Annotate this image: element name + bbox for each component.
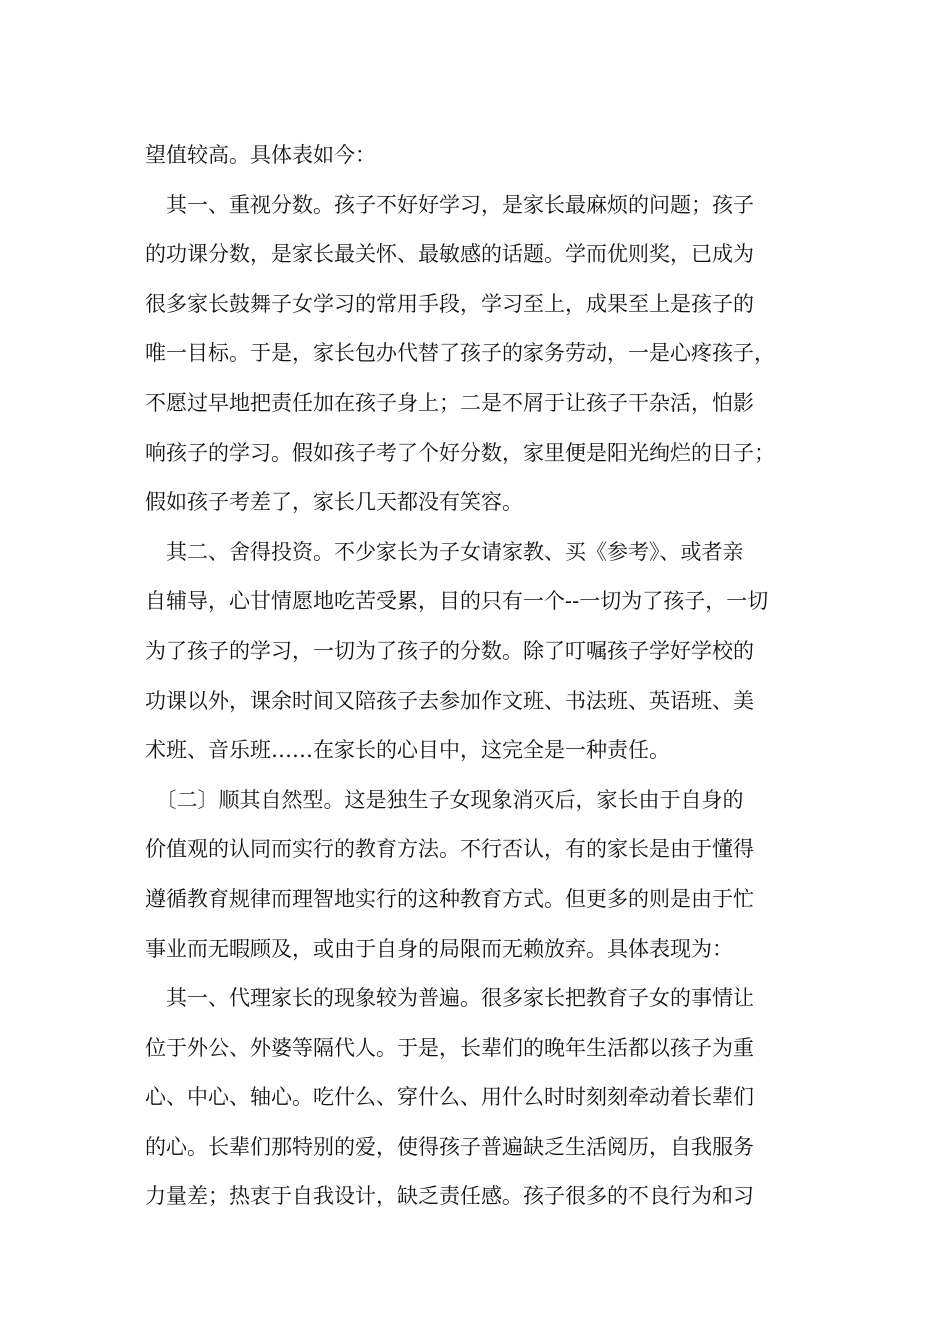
text-line: 望值较高。具体表如今：	[145, 143, 376, 167]
text-line: 心、中心、轴心。吃什么、穿什么、用什么时时刻刻牵动着长辈们	[145, 1085, 754, 1110]
text-line: 不愿过早地把责任加在孩子身上；二是不屑于让孩子干杂活，怕影	[145, 390, 754, 415]
text-line: 其一、代理家长的现象较为普遍。很多家长把教育子女的事情让	[145, 986, 754, 1011]
text-line: 的功课分数，是家长最关怀、最敏感的话题。学而优则奖，已成为	[145, 242, 754, 267]
text-line: 其二、舍得投资。不少家长为子女请家教、买《参考》、或者亲	[145, 539, 744, 564]
text-line: 响孩子的学习。假如孩子考了个好分数，家里便是阳光绚烂的日子；	[145, 440, 775, 465]
text-line: 很多家长鼓舞子女学习的常用手段，学习至上，成果至上是孩子的	[145, 291, 754, 316]
text-line: 〔二〕顺其自然型。这是独生子女现象消灭后，家长由于自身的	[145, 787, 744, 812]
text-line: 价值观的认同而实行的教育方法。不行否认，有的家长是由于懂得	[145, 837, 754, 862]
text-line: 功课以外，课余时间又陪孩子去参加作文班、书法班、英语班、美	[145, 688, 754, 713]
body-text	[145, 131, 815, 1222]
text-line: 的心。长辈们那特别的爱，使得孩子普遍缺乏生活阅历，自我服务	[145, 1134, 754, 1159]
text-line: 其一、重视分数。孩子不好好学习，是家长最麻烦的问题；孩子	[145, 192, 754, 217]
text-line: 遵循教育规律而理智地实行的这种教育方式。但更多的则是由于忙	[145, 886, 754, 911]
text-line: 为了孩子的学习，一切为了孩子的分数。除了叮嘱孩子学好学校的	[145, 638, 754, 663]
text-line: 自辅导，心甘情愿地吃苦受累，目的只有一个--一切为了孩子，一切	[145, 589, 769, 614]
text-line: 假如孩子考差了，家长几天都没有笑容。	[145, 490, 523, 515]
text-line: 术班、音乐班……在家长的心目中，这完全是一种责任。	[145, 738, 670, 763]
text-line: 力量差；热衷于自我设计，缺乏责任感。孩子很多的不良行为和习	[145, 1184, 754, 1209]
text-line: 位于外公、外婆等隔代人。于是，长辈们的晚年生活都以孩子为重	[145, 1035, 754, 1060]
text-line: 唯一目标。于是，家长包办代替了孩子的家务劳动，一是心疼孩子，	[145, 341, 775, 366]
text-line: 事业而无暇顾及，或由于自身的局限而无赖放弃。具体表现为：	[145, 936, 733, 961]
